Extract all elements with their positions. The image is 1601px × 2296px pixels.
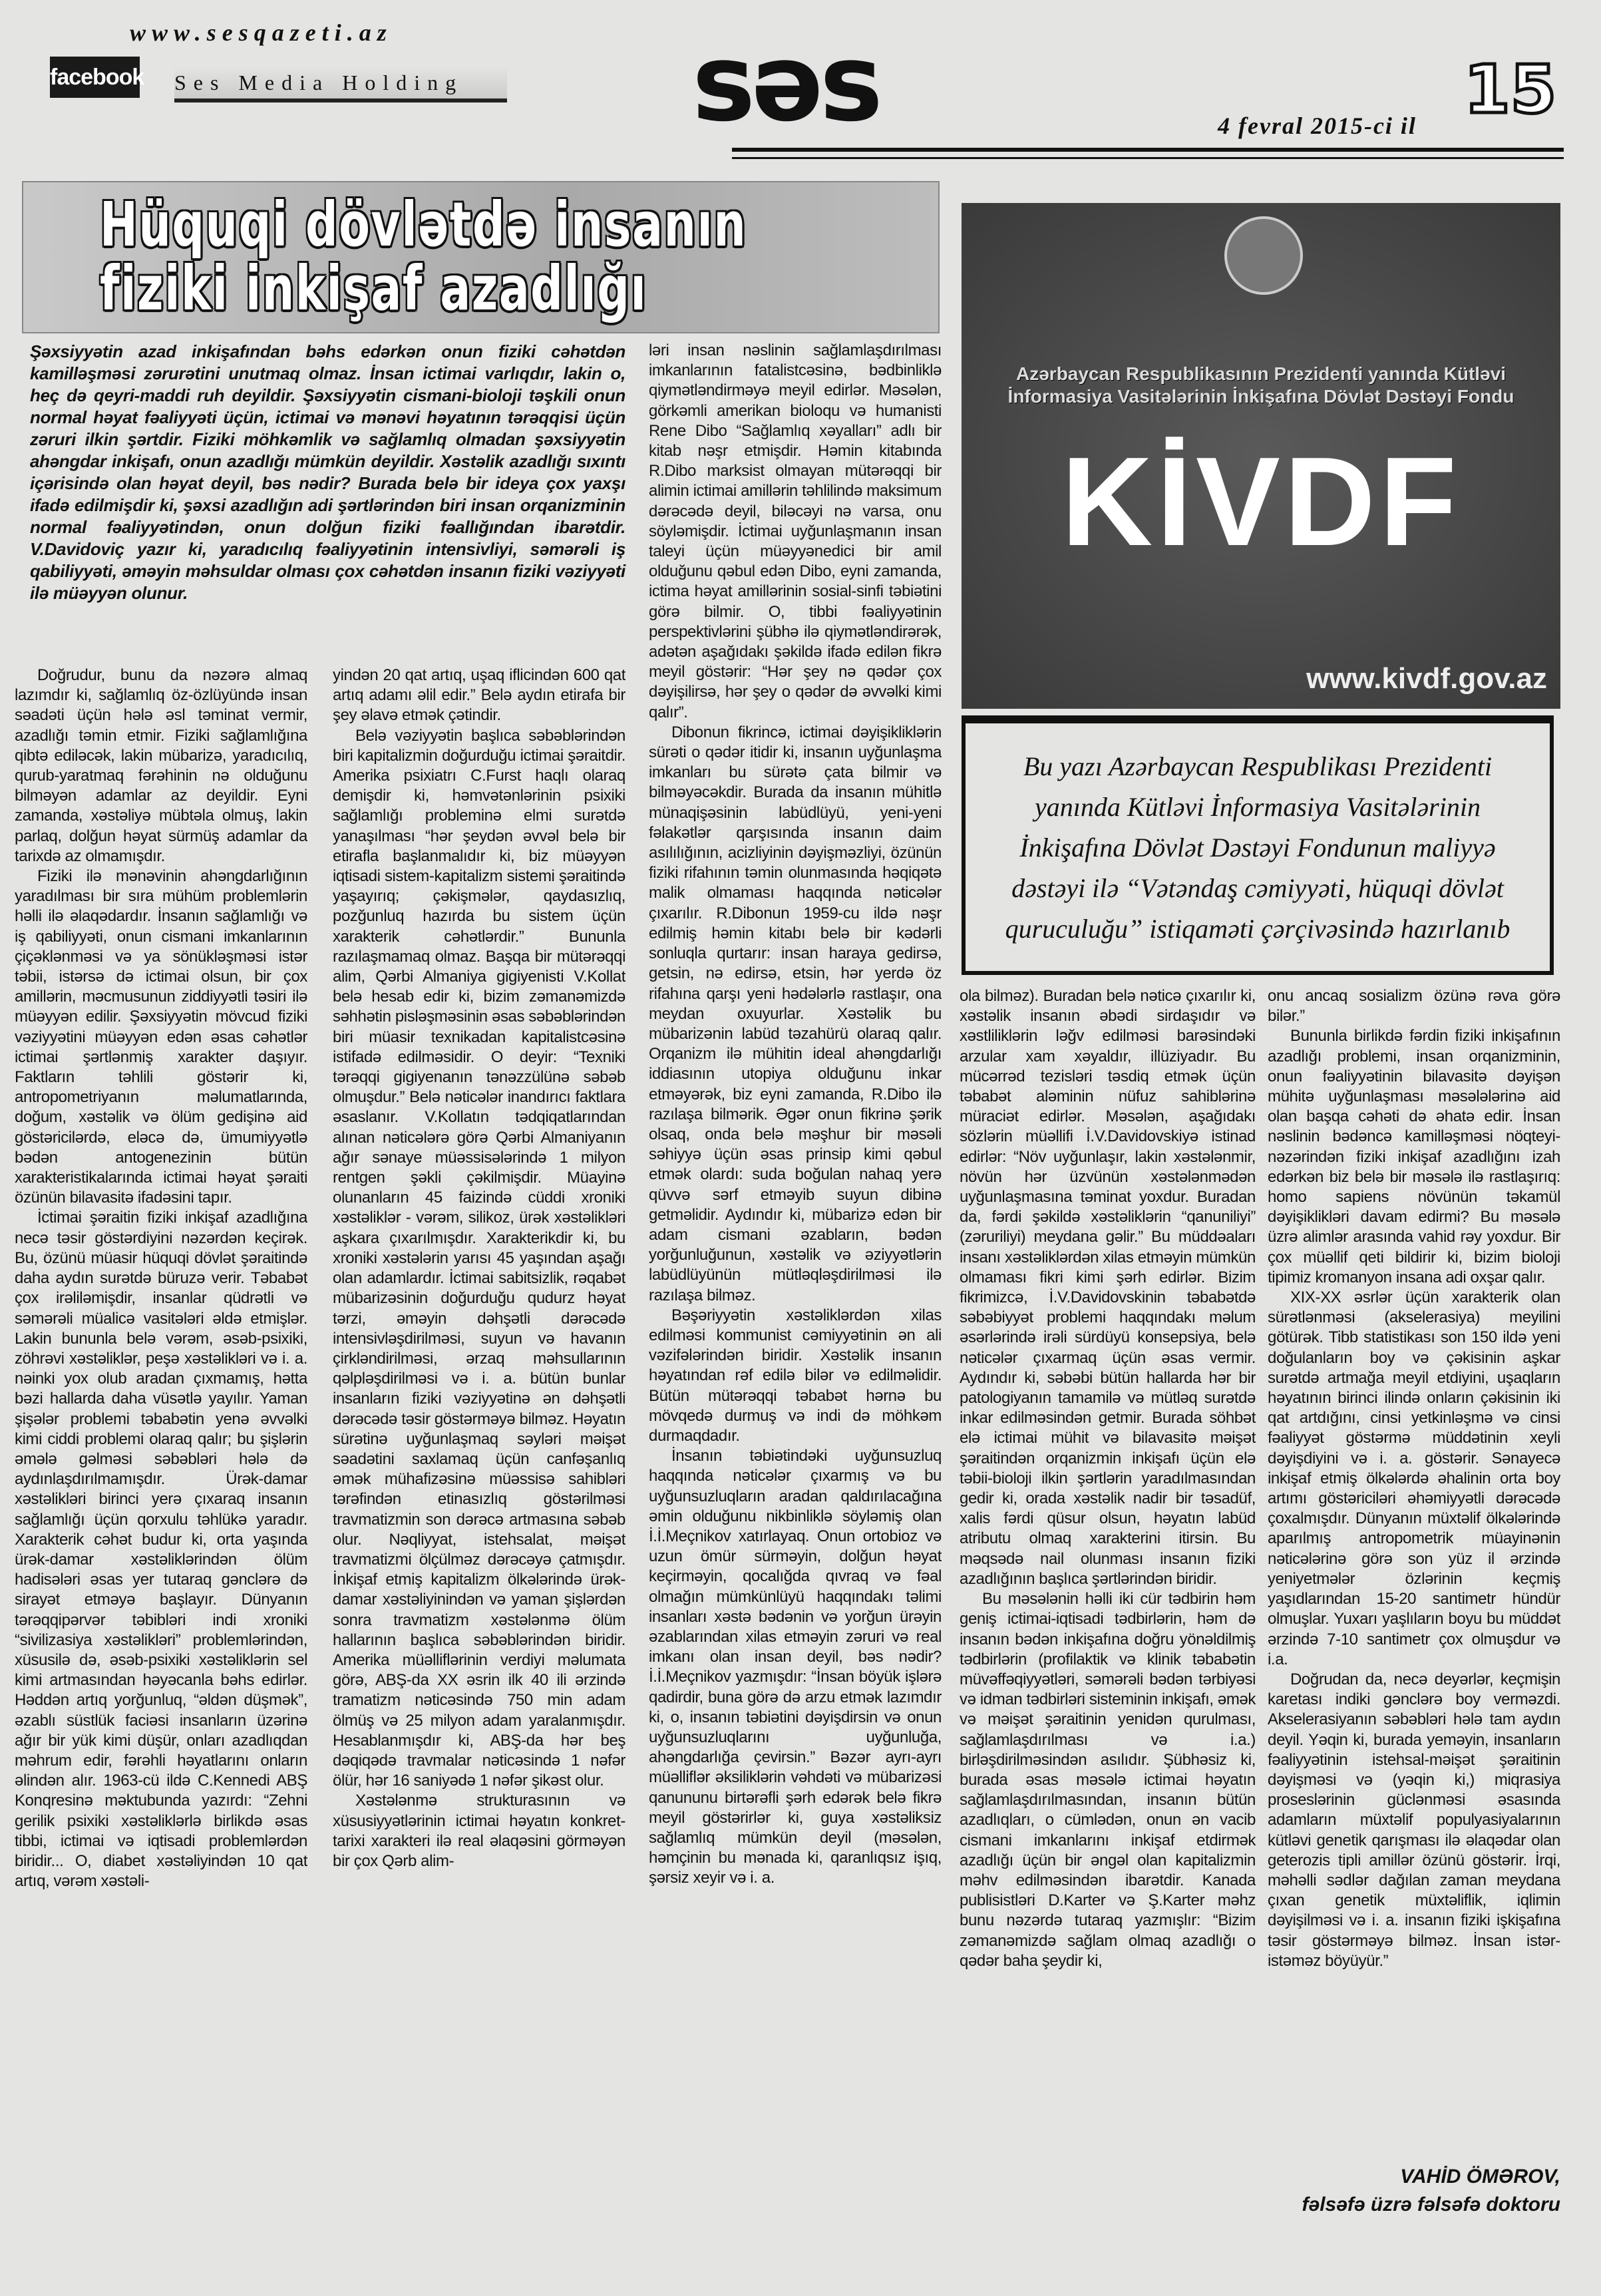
- page-number: 15: [1464, 51, 1557, 128]
- paragraph: yindən 20 qat artıq, uşaq iflicindən 600 qat artıq adamı əlil edir.” Belə aydın etirafa bir şey əlavə etmək çətindir.: [333, 666, 625, 725]
- holding-name: Ses Media Holding: [174, 67, 507, 102]
- paragraph: onu ancaq sosializm özünə rəva görə bilər.”: [1268, 987, 1560, 1026]
- header-rule: [732, 148, 1564, 152]
- ad-url[interactable]: www.kivdf.gov.az: [1306, 662, 1547, 695]
- paragraph: Xəstələnmə strukturasının və xüsusiyyətlərinin ictimai həyatın konkret-tarixi xarakteri ilə real əlaqəsini görməyən bir çox Qərb alim-: [333, 1792, 625, 1870]
- issue-date: 4 fevral 2015-ci il: [1218, 112, 1417, 139]
- header-rule: [732, 157, 1564, 159]
- author-title: fəlsəfə üzrə fəlsəfə doktoru: [1302, 2194, 1560, 2215]
- paragraph: Doğrudan da, necə deyərlər, keçmişin karetası indiki gənclərə boy verməzdi. Akselerasiyanın səbəbləri hələ tam aydın deyil. Yəqin ki, burada yeməyin, insanların fəaliyyətinin istehsal-məişət şəraitinin dəyişməsi və (yəqin ki,) miqrasiya proseslərinin güclənməsi əsasında adamların müxtəlif populyasiyalarının kütləvi genetik qarışması ilə əlaqədar olan geterozis tipli amillər özünü göstərir. İrqi, məhəlli sədlər dağılan zaman meydana çıxan genetik müxtəliflik, iqlimin dəyişilməsi və i. a. insanın fiziki işkişafına təsir göstərməyə bilməz. İnsan istər-istəməz böyüyür.”: [1268, 1670, 1560, 1970]
- author-signature: [1268, 2163, 1560, 2219]
- paragraph: XIX-XX əsrlər üçün xarakterik olan sürətlənməsi (akselerasiya) meyilini götürək. Tibb statistikası son 150 ildə yeni doğulanların boy və çəkisinin aşkar surətdə artmağa meyil etdiyini, uşaqların həyatının birinci ilində onların çəkisinin iki qat artdığını, cinsi yetkinləşmə və cinsi fəaliyyət göstərmə müddətinin xeyli dəyişdiyini və i. a. göstərir. Sənayecə inkişaf etmiş ölkələrdə əhalinin orta boy artımı göstəriciləri əhəmiyyətli dərəcədə çoxalmışdır. Dünyanın müxtəlif ölkələrində aparılmış antropometrik müayinənin nəticələrinə görə son yüz il ərzində yeniyetmələr özlərinin keçmiş yaşıdlarından 15-20 santimetr hündür olmuşlar. Yuxarı yaşlıların boyu bu müddət ərzində 7-10 santimetr çox olmuşdur və i.a.: [1268, 1288, 1560, 1668]
- paragraph: Bununla birlikdə fərdin fiziki inkişafının azadlığı problemi, insan orqanizminin, onun fəaliyyətinin bilavasitə dəyişən mühitə uyğunlaşması məsələlərinə aid olan başqa cəhəti də əhatə edir. İnsan nəslinin bədəncə kamilləşməsi nöqteyi-nəzərindən fiziki inkişaf azadlığını izah edərkən biz belə bir məsələ ilə rastlaşırıq: homo sapiens növünün təkamül dəyişiklikləri davam edirmi? Bu məsələ üzrə alimlər arasında vahid rəy yoxdur. Bir çox müəllif qeti bildirir ki, bizim bioloji tipimiz kromanyon insana adi oxşar qalır.: [1268, 1027, 1560, 1286]
- paragraph: Bəşəriyyətin xəstəliklərdən xilas edilməsi kommunist cəmiyyətinin ən ali vəzifələrindən biridir. Xəstəlik insanın həyatından rəf edilə bilər və edilməlidir. Bütün mütərəqqi təbabət hərnə bu mövqedə durmuş və indi də möhkəm durmaqdadır.: [649, 1306, 942, 1445]
- author-name: VAHİD ÖMƏROV,: [1400, 2166, 1560, 2188]
- paragraph: ola bilməz). Buradan belə nəticə çıxarılır ki, xəstəlik insanın əbədi sirdaşıdır və xəstliliklərin ləğv edilməsi barəsindəki arzular xam xəyaldır, illüziyadır. Bu mücərrəd tezisləri təsdiq etmək üçün təbabət aləminin nüfuz sahiblərinə müraciət edirlər. Məsələn, aşağıdakı sözlərin müəllifi İ.V.Davidovskiyə istinad edirlər: “Növ uyğunlaşır, lakin xəstələnmir, növün hər üzvünün xəstələnmədən uyğunlaşmasına təminat yoxdur. Buradan da, fərdi şəkildə xəstəliklərin “qanuniliyi” (zəruriliyi) meydana gəlir.” Bu müddəaları insanı xəstəliklərdən xilas etməyin mümkün olmaması fikri kimi şərh edirlər. Bizim fikrimizcə, İ.V.Davidovskinin təbabətdə səbəbiyyət problemi haqqındakı məlum əsərlərində irəli sürdüyü konsepsiya, belə nəticələr çıxarmaq üçün əsas vermir. Aydındır ki, səbəbi bütün hallarda hər bir patologiyanın tamamilə və mütləq surətdə inkar edilməsindən getmir. Burada söhbət elə ictimai mühit və bilavasitə məişət şəraitindən orqanizmin inkişafı üçün elə təbii-bioloji ilkin şərtlərin yaradılmasından gedir ki, orada xəstəlik nadir bir təsadüf, xalis fərdi qüsur olsun, həyatın labüd atributu olmaq xarakterini itirsin. Bu məqsədə nail olunması insanın fiziki azadlığının başlıca şərtlərindən biridir.: [960, 987, 1256, 1588]
- paragraph: ləri insan nəslinin sağlamlaşdırılması imkanlarının fatalistcəsinə, bədbinliklə qiymətləndirməyə meyil edirlər. Məsələn, görkəmli amerikan bioloqu və humanisti Rene Dibo “Sağlamlıq xəyalları” adlı bir kitab nəşr etmişdir. Həmin kitabında R.Dibo marksist olmayan mütərəqqi bir alimin ictimai amillərin təhlilində maksimum dərəcədə deyil, biləcəyi nə varsa, onu söyləmişdir. İctimai uyğunlaşmanın insan taleyi üçün müəyyənedici bir amil olduğunu qəbul edən Dibo, eyni zamanda, ictima həyat amillərinin sosial-sinfi təbiətini görə bilmir. O, tibbi fəaliyyətinin perspektivlərini şübhə ilə qiymətləndirərək, adətən aşağıdakı şəkildə ifadə edilən fikrə meyil göstərir: “Hər şey nə qədər çox dəyişilirsə, hər şey o qədər də əvvəlki kimi qalır”.: [649, 341, 942, 721]
- paragraph: Dibonun fikrincə, ictimai dəyişikliklərin sürəti o qədər itidir ki, insanın uyğunlaşma imkanları bu sürətə çata bilmir və bilməyəcəkdir. Burada da insanın mühitlə münaqişəsinin labüdlüyü, yeni-yeni fəlakətlər qarşısında insanın daim asılılığının, acizliyinin dəyişməzliyi, özünün fiziki rifahının təmin olunmasında həqiqətə malik olmaması haqqında nəticələr çıxarılır. R.Dibonun 1959-cu ildə nəşr edilmiş həmin kitabı belə bir kədərli sonluqla qurtarır: insan haraya gedirsə, getsin, nə edirsə, etsin, hər yerdə öz rifahına qarşı yeni hədələrlə rastlaşır, ona meydan oxuyurlar. Xəstəlik bu mübarizənin labüd təzahürü olaraq qalır. Orqanizm ilə mühitin ideal ahəngdarlığı iddiasının utopiya olduğunu inkar etməyərək, biz eyni zamanda, R.Dibo ilə razılaşa bilmərik. Əgər onun fikrinə şərik olsaq, onda belə məşhur bir məsəli səhiyyə üçün əsas prinsip kimi qəbul etmək olardı: suda boğulan nahaq yerə qüvvə sərf etməyib suyun dibinə getməlidir. Aydındır ki, mübarizə edən bir adam cismani əzabların, bədən yorğunluğunun, xəstəlik və əziyyətlərin labüdlüyünün mütləqləşdirilməsi ilə razılaşa bilməz.: [649, 723, 942, 1304]
- article-column-5: [1268, 986, 1560, 2158]
- ad-logo: KİVDF: [1061, 431, 1461, 572]
- funding-note-text: Bu yazı Azərbaycan Respublikası Prezidenti yanında Kütləvi İnformasiya Vasitələrinin İnkişafına Dövlət Dəstəyi Fondunun maliyyə dəstəyi ilə “Vətəndaş cəmiyyəti, hüquqi dövlət quruculuğu” istiqaməti çərçivəsində hazırlanıb: [1005, 751, 1511, 944]
- article-column-1: [15, 666, 307, 2216]
- paragraph: Fiziki ilə mənəvinin ahəngdarlığının yaradılması bir sıra mühüm problemlərin həlli ilə əlaqədardır. İnsanın sağlamlığı və iş qabiliyyəti, onun cismani imkanlarının çiçəklənməsi və ya sönükləşməsi istər təbii, istərsə də ictimai olsun, bir çox amillərin, məcmusunun ziddiyyətli təsiri ilə müəyyən edilir. Şəxsiyyətin mövcud fiziki vəziyyətini müəyyən edən əsas cəhətlər ictimai şərtlənmiş xarakter daşıyır. Faktların təhlili göstərir ki, antropometriyanın məlumatlarında, doğum, xəstəlik və ölüm gedişinə aid göstəricilərdə, eləcə də, ümumiyyətlə bədən antogenezinin bütün xarakteristikalarında ictimai həyat şəraiti özünün bilavasitə ifadəsini tapır.: [15, 867, 307, 1207]
- website-link[interactable]: www.sesqazeti.az: [130, 19, 393, 46]
- paragraph: İnsanın təbiətindəki uyğunsuzluq haqqında nəticələr çıxarmış və bu uyğunsuzluqların aradan qaldırılacağına əmin olduğunu nikbinliklə söyləmiş olan İ.İ.Meçnikov xatırlayaq. Onun ortobioz və uzun ömür sürməyin, dolğun həyat keçirməyin, qocalığda qıvraq və fəal olmağın mümkünlüyü haqqındakı təlimi insanları xəstə bədənin və yorğun ürəyin əzablarından xilas etməyin zəruri və real imkanı olan insan deyil, bəs nədir? İ.İ.Meçnikov yazmışdır: “İnsan böyük işlərə qadirdir, buna görə də arzu etmək lazımdır ki, o, insanın təbiətini dəyişdirsin və onun uyğunsuzluqlarını uyğunluğa, ahəngdarlığa çevirsin.” Bəzər ayrı-ayrı müəlliflər əksiliklərin vəhdəti və mübarizəsi qanununu birtərəfli şərh edərək belə fikrə meyil göstərirlər ki, guya xəstəliksiz sağlamlıq mümkün deyil (məsələn, həmçinin bu mənada ki, qaranlıqsız işıq, şərsiz xeyir və i. a.: [649, 1447, 942, 1887]
- kivdf-advertisement: [962, 203, 1560, 709]
- paragraph: Bu məsələnin həlli iki cür tədbirin həm geniş ictimai-iqtisadi tədbirlərin, həm də insanın bədən inkişafına doğru yönəldilmiş tədbirlərin (profilaktik və klinik təbabətin müvəffəqiyyətləri, səmərəli bədən tərbiyəsi və idman tədbirləri sisteminin inkişafı, əmək və məişət şəraitinin yenidən qurulması, sağlamlaşdırılması və i.a.) birləşdirilməsindən asılıdır. Şübhəsiz ki, burada əsas məsələ ictimai həyatın sağlamlaşdırılmasından, insanın bütün azadlıqları, o cümlədən, onun ən vacib cismani imkanlarını inkişaf etdirmək azadlığı üçün bir əngəl olan kapitalizmin məhv edilməsindən ibarətdir. Kanada publisistləri D.Karter və Ş.Karter məhz bunu nəzərdə tutaraq yazmışlır: “Bizim zəmanəmizdə sağlam olmaq azadlığı o qədər baha şeydir ki,: [960, 1590, 1256, 1970]
- ad-organization: Azərbaycan Respublikasının Prezidenti yanında Kütləvi İnformasiya Vasitələrinin İnkişafına Dövlət Dəstəyi Fondu: [1007, 363, 1514, 407]
- paragraph: Belə vəziyyətin başlıca səbəblərindən biri kapitalizmin doğurduğu ictimai şəraitdir. Amerika psixiatrı C.Furst haqlı olaraq demişdir ki, həmvətənlərinin psixiki sağlamlığı probleminə elmi surətdə yanaşılması “hər şeydən əvvəl belə bir etirafla başlanmalıdır ki, biz müəyyən iqtisadi sistem-kapitalizm sistemi şəraitində yaşayırıq; çəkişmələr, qaydasızlıq, pozğunluq hazırda bu sistem üçün xarakterik cəhətlərdir.” Bununla razılaşmamaq olmaz. Başqa bir mütərəqqi alim, Qərbi Almaniya gigiyenisti V.Kollat belə hesab edir ki, bizim zəmanəmizdə səhhətin pisləşməsinin əsas səbəblərindən biri müasir texnikadan kapitalistcəsinə istifadə edilməsidir. O deyir: “Texniki tərəqqi gigiyenanın tənəzzülünə səbəb olmuşdur.” Belə nəticələr inandırıcı faktlara əsaslanır. V.Kollatın tədqiqatlarından alınan nəticələrə görə Qərbi Almaniyanın ağır sənaye müəssisələrində 1 milyon rentgen şəkli çəkilmişdir. Müayinə olunanların 45 faizində cüddi xroniki xəstəliklər - vərəm, silikoz, ürək xəstəlikləri aşkara çıxarılmışdır. Xarakterikdir ki, bu xroniki xəstələrin yarısı 45 yaşından aşağı olan adamlardır. İctimai sabitsizlik, rəqabət mübarizəsinin doğurduğu qudurz həyat tərzi, əməyin dəhşətli dərəcədə intensivləşdirilməsi, suyun və havanın çirkləndirilməsi, ərzaq məhsullarının qəlpləşdirilməsi və i. a. bütün bunlar insanların fiziki vəziyyətinə ən dəhşətli dərəcədə təsir göstərməyə bilməz. Həyatın sürətinə uyğunlaşmaq səyləri məişət səadətini saxlamaq üçün canfəşanlıq əmək mühafizəsinə müəssisə sahibləri tərəfindən etinasızlıq göstərilməsi travmatizmin son dərəcə artmasına səbəb olur. Nəqliyyat, istehsalat, məişət travmatizmi ölçülməz dərəcəyə çatmışdır. İnkişaf etmiş kapitalizm ölkələrində ürək-damar xəstəliyinindən və yaman şişlərdən sonra travmatizm xəstələnmə ölüm hallarının başlıca səbəblərindən biridir. Amerika müəlliflərinin verdiyi məlumata görə, ABŞ-da XX əsrin ilk 40 ili ərzində tramatizm nəticəsində 750 min adam ölmüş və 25 milyon adam yaralanmışdır. Hesablanmışdır ki, ABŞ-da hər beş dəqiqədə travmalar nəticəsində 1 nəfər ölür, hər 16 saniyədə 1 nəfər şikəst olur.: [333, 726, 625, 1790]
- paragraph: Doğrudur, bunu da nəzərə almaq lazımdır ki, sağlamlıq öz-özlüyündə insan səadəti üçün hələ əsl təminat vermir, azadlığı təmin etmir. Fiziki sağlamlığına qibtə ediləcək, lakin mübarizə, yaradıcılıq, qurub-yaratmaq fərəhinin nə olduğunu bilməyən adamlar az deyildir. Eyni zamanda, xəstəliyə mübtəla olmuş, lakin parlaq, dolğun həyat sürmüş adamlar da tarixdə az olmamışdır.: [15, 666, 307, 865]
- funding-note: [962, 715, 1554, 975]
- facebook-badge[interactable]: facebook: [50, 57, 140, 98]
- state-emblem-icon: [1224, 216, 1303, 295]
- article-column-2: [333, 666, 625, 2216]
- article-title: Hüquqi dövlətdə insanın fiziki inkişaf azadlığı: [100, 189, 747, 324]
- article-lead: Şəxsiyyətin azad inkişafından bəhs edərkən onun fiziki cəhətdən kamilləşməsi zərurətini unutmaq olmaz. İnsan ictimai varlıqdır, lakin o, heç də qeyri-maddi ruh deyildir. Şəxsiyyətin cismani-bioloji təşkili onun normal həyat fəaliyyəti üçün, ictimai və mənəvi həyatının tərəqqisi üçün zəruri ilkin şərtdir. Fiziki möhkəmlik və sağlamlıq olmadan şəxsiyyətin ahəngdar inkişafı, onun azadlığı mümkün deyildir. Xəstəlik azadlığı sıxıntı içərisində olan həyat deyil, bəs nədir? Burada belə bir ideya çox yaxşı ifadə edilmişdir ki, şəxsi azadlığın adi şərtlərindən biri insan orqanizminin normal fəaliyyətindən, onun dolğun fiziki fəallığından ibarətdir. V.Davidoviç yazır ki, yaradıcılıq fəaliyyətinin intensivliyi, səmərəli iş qabiliyyəti, əməyin məhsuldar olması çox cəhətdən insanın fiziki vəziyyəti ilə müəyyən olunur.: [30, 341, 625, 603]
- paragraph: İctimai şəraitin fiziki inkişaf azadlığına necə təsir göstərdiyini nəzərdən keçirək. Bu, özünü müasir hüquqi dövlət şəraitində daha aydın surətdə büruzə verir. Təbabət çox irəliləmişdir, insanlar qüdrətli və səmərəli müalicə vasitələri əldə etmişlər. Lakin bununla belə vərəm, əsəb-psixiki, zöhrəvi xəstəliklər, peşə xəstəlikləri və i. a. nəinki yox olub aradan çıxmamış, hətta bəzi hallarda daha vüsətlə yayılır. Yaman şişələr problemi təbabətin yenə əvvəlki kimi ciddi problemi olaraq qalır; bu şişlərin əmələ gəlməsi səbəbləri hələ də aydınlaşdırılmamışdır. Ürək-damar xəstəlikləri birinci yerə çıxaraq insanın sağlamlığı üçün qorxulu təhlükə yaradır. Xarakterik cəhət budur ki, orta yaşında ürək-damar xəstəliklərindən ölüm hadisələri əsas yer tutaraq gənclərə də sirayət etməyə başlayır. Dünyanın tərəqqipərvər təbibləri indi xroniki “sivilizasiya xəstəlikləri” problemlərindən, xüsusilə də, əsəb-psixiki xəstəliklərin sel kimi artmasından həyəcanla bəhs edirlər. Həddən artıq yorğunluq, “əldən düşmək”, əzablı süstlük faciəsi insanların üzərinə ağır bir yük kimi düşür, onları azadlıqdan məhrum edir, fərəhli həyatlarını onların əlindən alır. 1963-cü ildə C.Kennedi ABŞ Konqresinə məktubunda yazırdı: “Zehni gerilik psixiki xəstəliklərlə birlikdə əsas tibbi, ictimai və iqtisadi problemlərdən biridir... O, diabet xəstəliyindən 10 qat artıq, vərəm xəstəli-: [15, 1209, 307, 1891]
- newspaper-logo: səs: [692, 21, 879, 145]
- article-column-4: [960, 986, 1256, 2217]
- article-column-3: [649, 341, 942, 2216]
